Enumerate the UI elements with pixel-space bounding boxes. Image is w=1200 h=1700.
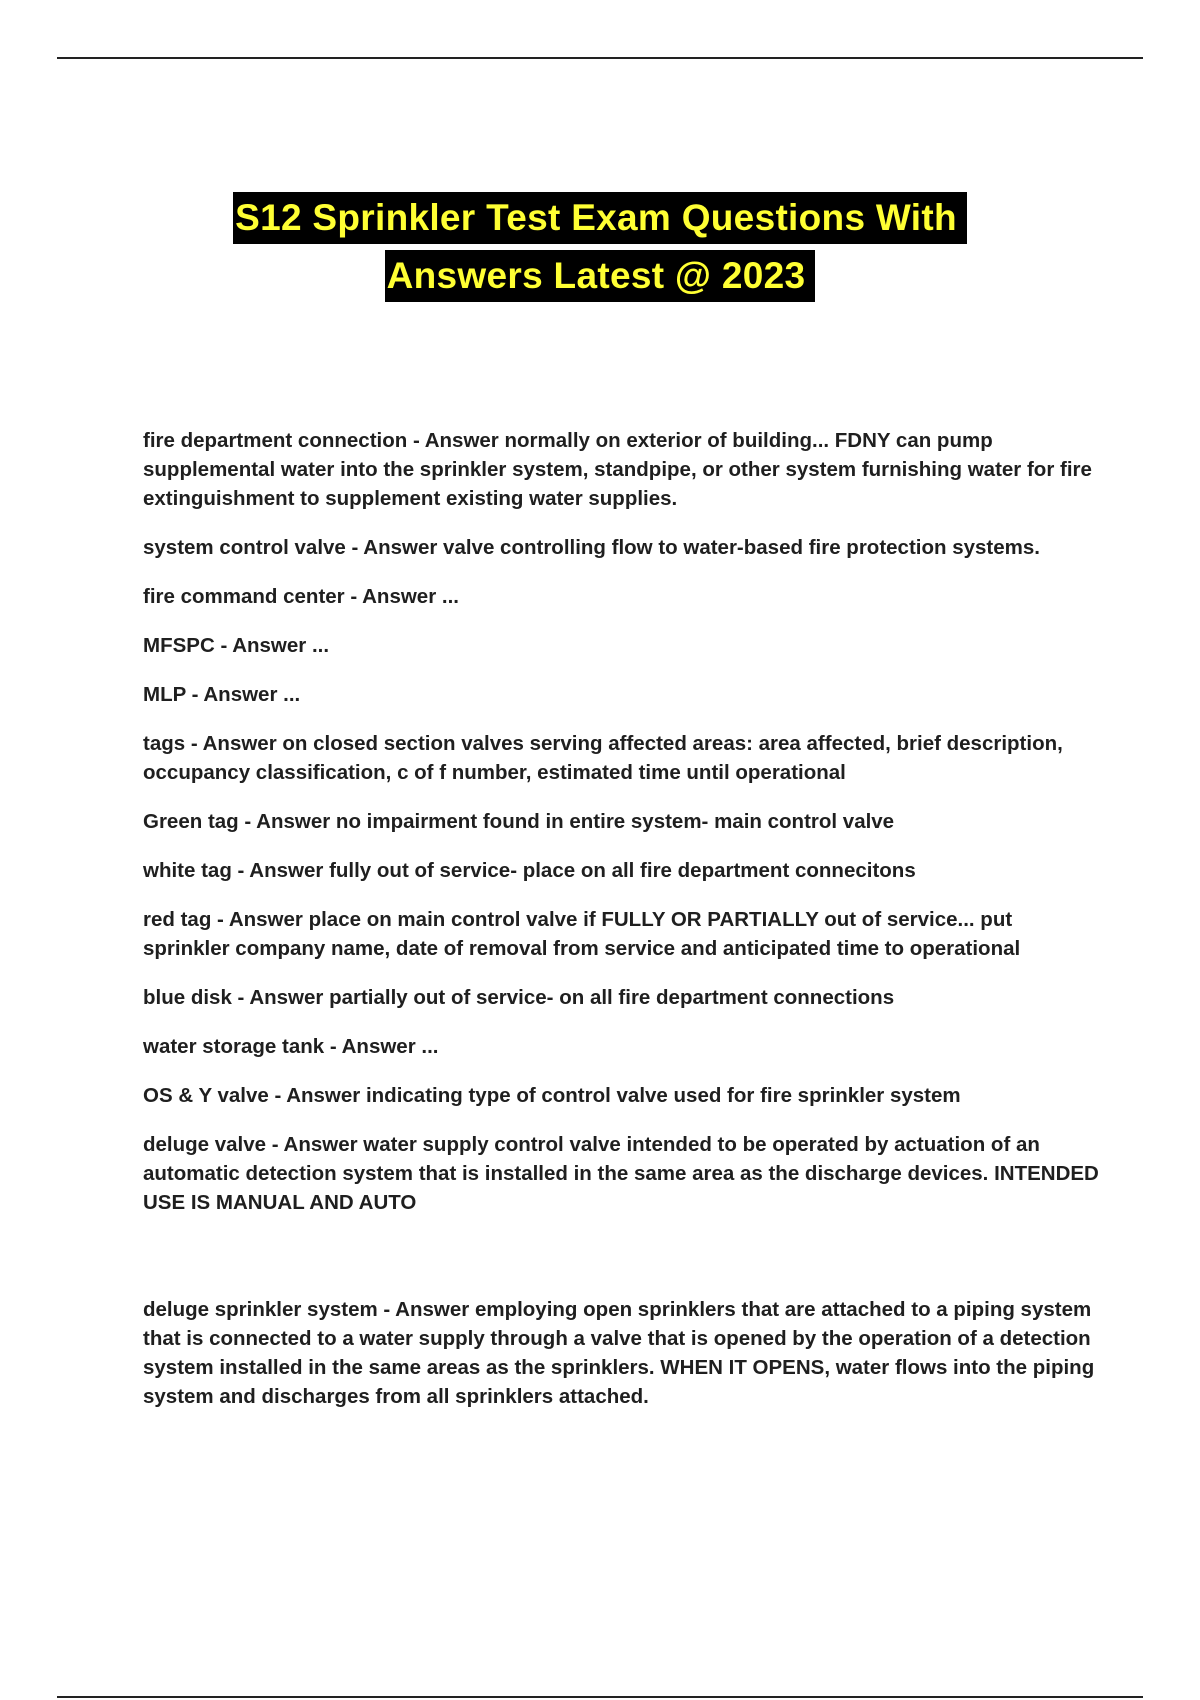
- qa-item: [143, 631, 1103, 660]
- qa-separator: - Answer: [185, 683, 284, 706]
- qa-item: [143, 905, 1103, 963]
- qa-item: [143, 729, 1103, 787]
- qa-answer: normally on exterior of building... FDNY can pump supplemental water into the sprinkler system, standpipe, or other system furnishing water for fire extinguishment to supplement existing water supplies.: [143, 429, 1092, 510]
- qa-answer: water supply control valve intended to be operated by actuation of an automatic detection system that is installed in the same area as the discharge devices. INTENDED USE IS MANUAL AND AUTO: [143, 1133, 1099, 1214]
- qa-separator: - Answer: [268, 1084, 366, 1107]
- qa-separator: - Answer: [231, 859, 330, 882]
- qa-answer: ...: [441, 585, 459, 608]
- qa-term: deluge sprinkler system: [143, 1298, 378, 1321]
- qa-list: [143, 426, 1103, 1431]
- qa-separator: - Answer: [266, 1133, 364, 1156]
- qa-term: Green tag: [143, 810, 239, 833]
- qa-separator: - Answer: [344, 585, 442, 608]
- qa-term: system control valve: [143, 536, 346, 559]
- qa-term: MFSPC: [143, 634, 215, 657]
- header-rule: [57, 57, 1143, 59]
- qa-answer: ...: [311, 634, 330, 657]
- qa-separator: - Answer: [377, 1298, 475, 1321]
- qa-answer: partially out of service- on all fire department connections: [329, 986, 895, 1009]
- qa-separator: - Answer: [231, 986, 330, 1009]
- qa-term: MLP: [143, 683, 186, 706]
- qa-item: [143, 533, 1103, 562]
- qa-term: OS & Y valve: [143, 1084, 269, 1107]
- qa-separator: - Answer: [214, 634, 312, 657]
- title-line-1: S12 Sprinkler Test Exam Questions With: [233, 192, 967, 244]
- qa-answer: no impairment found in entire system- main control valve: [335, 810, 895, 833]
- qa-item: [143, 1081, 1103, 1110]
- title-line-2: Answers Latest @ 2023: [385, 250, 816, 302]
- qa-item: [143, 856, 1103, 885]
- qa-answer: indicating type of control valve used for fire sprinkler system: [365, 1084, 961, 1107]
- qa-separator: - Answer: [185, 732, 283, 755]
- qa-term: tags: [143, 732, 186, 755]
- qa-item: [143, 807, 1103, 836]
- qa-separator: - Answer: [345, 536, 444, 559]
- footer-rule: [57, 1696, 1143, 1698]
- qa-term: fire department connection: [143, 429, 408, 452]
- qa-answer: ...: [283, 683, 301, 706]
- qa-item: [143, 426, 1103, 513]
- qa-term: red tag: [143, 908, 212, 931]
- qa-answer: employing open sprinklers that are attached to a piping system that is connected to a water supply through a valve that is opened by the operation of a detection system installed in the same areas as the sprinklers. WHEN IT OPENS, water flows into the piping system and discharges from all sprinklers attached.: [143, 1298, 1095, 1408]
- qa-term: white tag: [143, 859, 232, 882]
- qa-term: blue disk: [143, 986, 232, 1009]
- qa-answer: valve controlling flow to water-based fire protection systems.: [443, 536, 1040, 559]
- qa-answer: place on main control valve if FULLY OR PARTIALLY out of service... put sprinkler company name, date of removal from service and anticipated time to operational: [143, 908, 1021, 960]
- qa-item: [143, 582, 1103, 611]
- qa-item: [143, 1032, 1103, 1061]
- qa-term: water storage tank: [143, 1035, 325, 1058]
- qa-item: [143, 983, 1103, 1012]
- qa-item: [143, 1130, 1103, 1217]
- document-title: [0, 192, 1200, 308]
- qa-separator: - Answer: [407, 429, 505, 452]
- qa-term: fire command center: [143, 585, 345, 608]
- qa-item: [143, 1295, 1103, 1411]
- qa-term: deluge valve: [143, 1133, 267, 1156]
- qa-answer: on closed section valves serving affected areas: area affected, brief description, occupancy classification, c of f number, estimated time until operational: [143, 732, 1063, 784]
- qa-separator: - Answer: [238, 810, 336, 833]
- qa-separator: - Answer: [211, 908, 309, 931]
- qa-answer: fully out of service- place on all fire department connecitons: [329, 859, 916, 882]
- qa-item: [143, 680, 1103, 709]
- qa-separator: - Answer: [324, 1035, 422, 1058]
- qa-answer: ...: [421, 1035, 439, 1058]
